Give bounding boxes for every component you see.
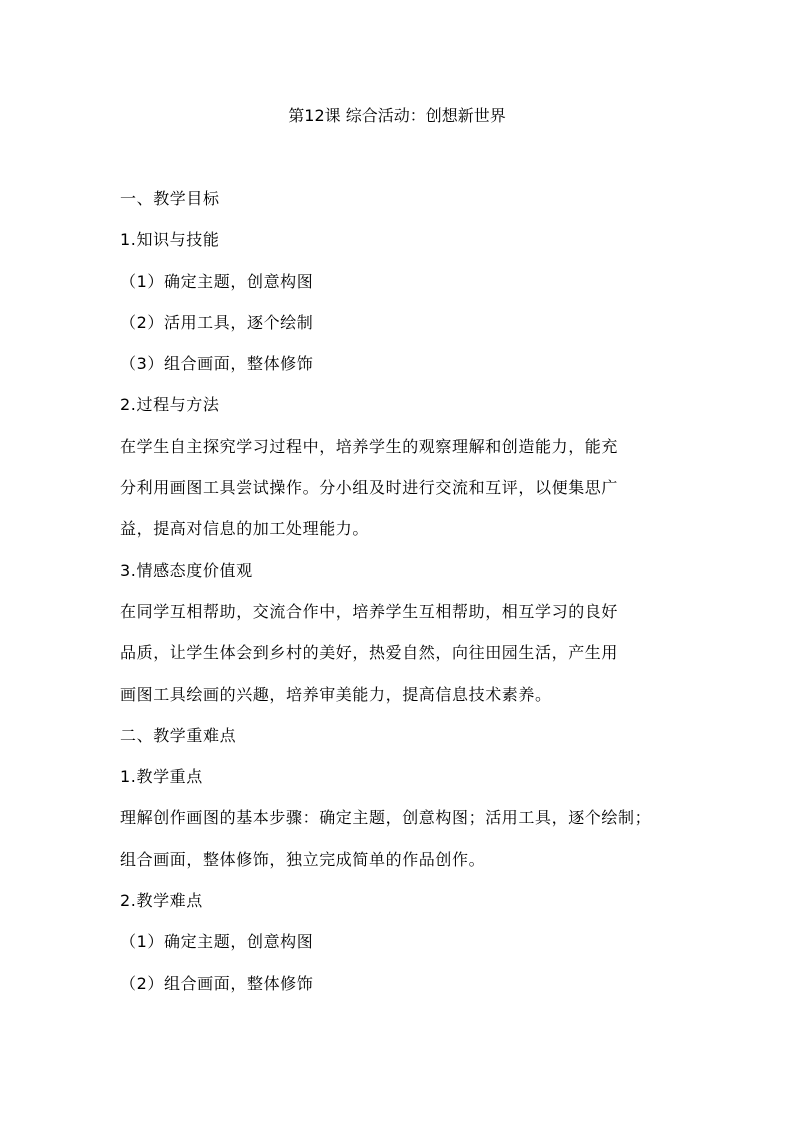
subheading-process-method: 2.过程与方法	[120, 395, 220, 415]
document-body	[120, 187, 676, 1013]
paragraph-line: 画图工具绘画的兴趣，培养审美能力，提高信息技术素养。	[120, 684, 552, 704]
list-item: （1）确定主题，创意构图	[120, 271, 314, 291]
paragraph-line: 理解创作画图的基本步骤：确定主题，创意构图；活用工具，逐个绘制；	[120, 808, 652, 828]
paragraph-line: 在学生自主探究学习过程中，培养学生的观察理解和创造能力，能充	[120, 436, 619, 456]
list-item: （2）活用工具，逐个绘制	[120, 312, 314, 332]
paragraph-line: 组合画面，整体修饰，独立完成简单的作品创作。	[120, 849, 486, 869]
paragraph-line: 分利用画图工具尝试操作。分小组及时进行交流和互评，以便集思广	[120, 478, 619, 498]
paragraph-line: 品质，让学生体会到乡村的美好，热爱自然，向往田园生活，产生用	[120, 643, 619, 663]
paragraph-process-method	[120, 435, 676, 542]
subheading-emotion-values: 3.情感态度价值观	[120, 560, 253, 580]
document-title: 第12课 综合活动：创想新世界	[288, 106, 506, 125]
list-item: （3）组合画面，整体修饰	[120, 354, 314, 374]
paragraph-key-points	[120, 806, 676, 871]
subheading-key-points: 1.教学重点	[120, 767, 203, 787]
section-heading-teaching-goals: 一、教学目标	[120, 189, 220, 208]
list-item: （1）确定主题，创意构图	[120, 932, 314, 952]
subheading-knowledge-skills: 1.知识与技能	[120, 230, 220, 250]
subheading-difficult-points: 2.教学难点	[120, 891, 203, 911]
section-heading-key-difficult-points: 二、教学重难点	[120, 725, 237, 745]
paragraph-line: 益，提高对信息的加工处理能力。	[120, 519, 370, 539]
list-item: （2）组合画面，整体修饰	[120, 973, 314, 993]
paragraph-emotion-values	[120, 600, 676, 707]
paragraph-line: 在同学互相帮助，交流合作中，培养学生互相帮助，相互学习的良好	[120, 601, 619, 621]
